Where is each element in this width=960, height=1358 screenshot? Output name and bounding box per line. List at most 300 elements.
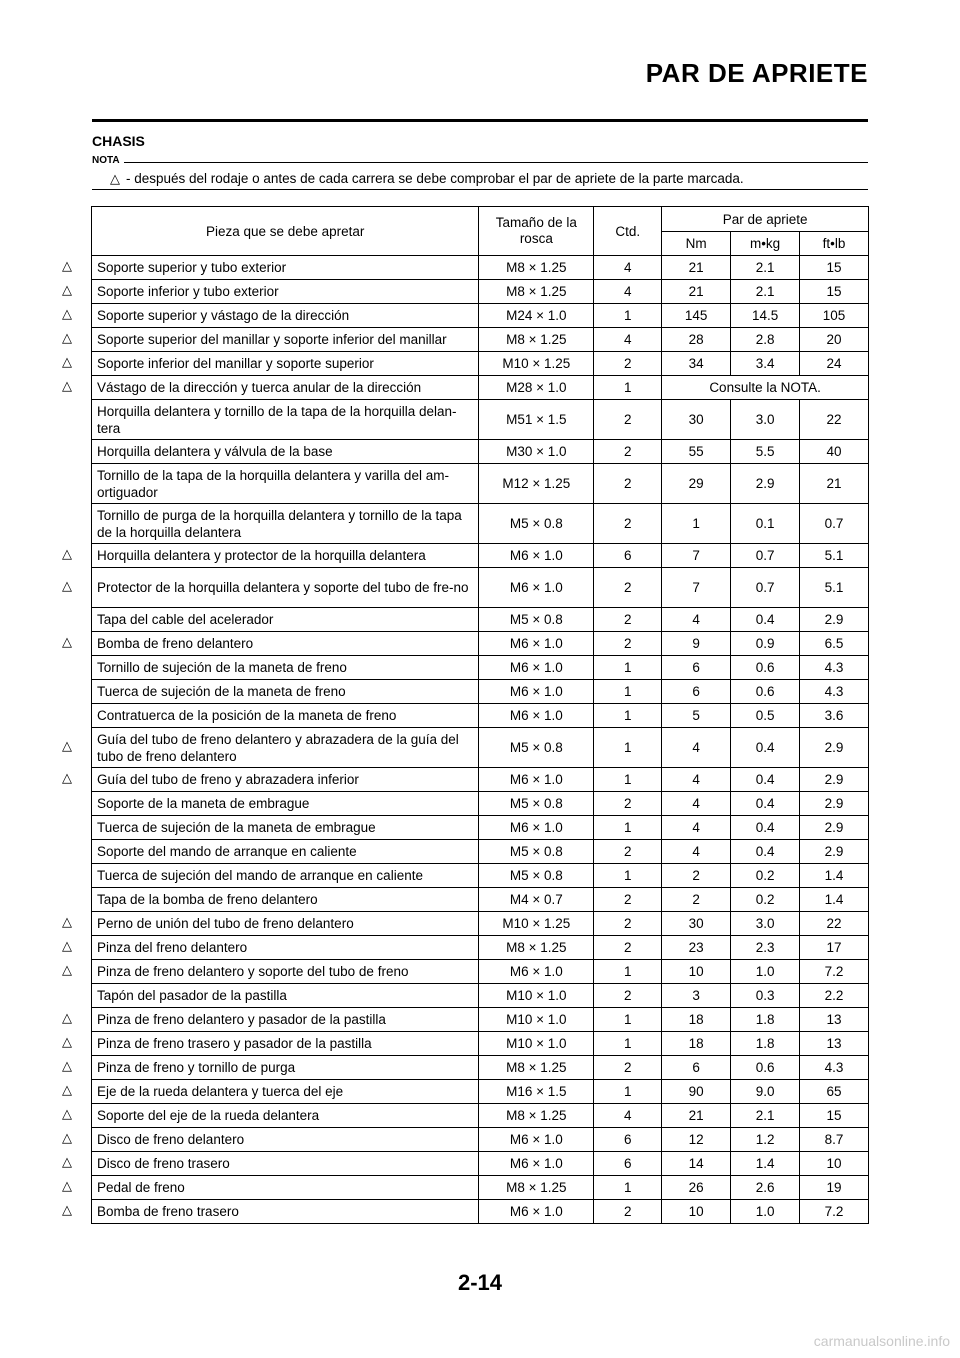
table-row [92, 768, 869, 792]
table-row [92, 504, 869, 544]
table-row [92, 888, 869, 912]
part-cell: Pinza de freno delantero y pasador de la pastilla [92, 1008, 479, 1032]
part-cell: Tapa de la bomba de freno delantero [92, 888, 479, 912]
table-row [92, 984, 869, 1008]
nm-cell: 4 [662, 816, 731, 840]
thread-cell: M6 × 1.0 [479, 568, 594, 608]
ftlb-cell: 17 [800, 936, 869, 960]
thread-cell: M5 × 0.8 [479, 792, 594, 816]
mkg-cell: 0.7 [731, 568, 800, 608]
mkg-cell: 2.1 [731, 280, 800, 304]
ftlb-cell: 7.2 [800, 1200, 869, 1224]
thread-cell: M4 × 0.7 [479, 888, 594, 912]
qty-cell: 2 [594, 912, 662, 936]
qty-cell: 4 [594, 1104, 662, 1128]
nota-label: NOTA [92, 155, 124, 166]
mkg-cell: 0.9 [731, 632, 800, 656]
nm-cell: 23 [662, 936, 731, 960]
triangle-mark-icon: △ [62, 914, 72, 929]
thread-cell: M6 × 1.0 [479, 1152, 594, 1176]
thread-cell: M24 × 1.0 [479, 304, 594, 328]
qty-cell: 1 [594, 704, 662, 728]
table-row [92, 1200, 869, 1224]
part-cell: Soporte de la maneta de embrague [92, 792, 479, 816]
table-row [92, 936, 869, 960]
ftlb-cell: 19 [800, 1176, 869, 1200]
table-row [92, 608, 869, 632]
nm-cell: 26 [662, 1176, 731, 1200]
table-row [92, 1104, 869, 1128]
qty-cell: 2 [594, 352, 662, 376]
triangle-mark-icon: △ [62, 1106, 72, 1121]
part-cell: Disco de freno delantero [92, 1128, 479, 1152]
triangle-mark-icon: △ [62, 1154, 72, 1169]
qty-cell: 2 [594, 792, 662, 816]
triangle-mark-icon: △ [62, 1034, 72, 1049]
table-row [92, 1008, 869, 1032]
qty-cell: 2 [594, 888, 662, 912]
nm-cell: 145 [662, 304, 731, 328]
torque-note-cell: Consulte la NOTA. [662, 376, 869, 400]
thread-cell: M6 × 1.0 [479, 704, 594, 728]
nm-cell: 2 [662, 888, 731, 912]
table-row [92, 1080, 869, 1104]
thread-cell: M8 × 1.25 [479, 1056, 594, 1080]
table-row [92, 680, 869, 704]
mkg-cell: 2.3 [731, 936, 800, 960]
ftlb-cell: 6.5 [800, 632, 869, 656]
table-row [92, 1128, 869, 1152]
ftlb-cell: 4.3 [800, 656, 869, 680]
table-row [92, 376, 869, 400]
thread-cell: M10 × 1.0 [479, 1008, 594, 1032]
mkg-cell: 0.6 [731, 1056, 800, 1080]
part-cell: Pinza de freno y tornillo de purga [92, 1056, 479, 1080]
mkg-cell: 0.6 [731, 656, 800, 680]
thread-cell: M6 × 1.0 [479, 768, 594, 792]
triangle-mark-icon: △ [62, 634, 72, 649]
ftlb-cell: 21 [800, 464, 869, 504]
ftlb-cell: 15 [800, 256, 869, 280]
table-row [92, 912, 869, 936]
triangle-mark-icon: △ [62, 282, 72, 297]
qty-cell: 2 [594, 568, 662, 608]
part-cell: Pinza del freno delantero [92, 936, 479, 960]
thread-cell: M10 × 1.25 [479, 912, 594, 936]
nm-cell: 1 [662, 504, 731, 544]
mkg-cell: 0.4 [731, 840, 800, 864]
watermark: carmanualsonline.info [813, 1333, 950, 1349]
part-cell: Tornillo de sujeción de la maneta de freno [92, 656, 479, 680]
ftlb-cell: 13 [800, 1008, 869, 1032]
mkg-cell: 2.1 [731, 256, 800, 280]
qty-cell: 2 [594, 632, 662, 656]
ftlb-cell: 2.9 [800, 728, 869, 768]
mkg-cell: 3.0 [731, 400, 800, 440]
table-row [92, 840, 869, 864]
part-cell: Vástago de la dirección y tuerca anular de la dirección [92, 376, 479, 400]
table-row [92, 792, 869, 816]
nm-cell: 5 [662, 704, 731, 728]
mkg-cell: 0.4 [731, 608, 800, 632]
mkg-cell: 0.3 [731, 984, 800, 1008]
table-row [92, 256, 869, 280]
mkg-cell: 0.4 [731, 792, 800, 816]
triangle-mark-icon: △ [62, 546, 72, 561]
thread-cell: M5 × 0.8 [479, 840, 594, 864]
part-cell: Guía del tubo de freno delantero y abrazadera de la guía del tubo de freno delantero [92, 728, 479, 768]
mkg-cell: 0.6 [731, 680, 800, 704]
header-part: Pieza que se debe apretar [92, 207, 479, 256]
nm-cell: 28 [662, 328, 731, 352]
ftlb-cell: 7.2 [800, 960, 869, 984]
part-cell: Soporte superior y tubo exterior [92, 256, 479, 280]
ftlb-cell: 4.3 [800, 680, 869, 704]
ftlb-cell: 10 [800, 1152, 869, 1176]
nm-cell: 6 [662, 656, 731, 680]
ftlb-cell: 1.4 [800, 888, 869, 912]
part-cell: Pinza de freno delantero y soporte del tubo de freno [92, 960, 479, 984]
qty-cell: 1 [594, 816, 662, 840]
part-cell: Tornillo de purga de la horquilla delantera y tornillo de la tapa de la horquilla delantera [92, 504, 479, 544]
triangle-mark-icon: △ [62, 938, 72, 953]
part-cell: Horquilla delantera y válvula de la base [92, 440, 479, 464]
torque-table [91, 206, 869, 1224]
part-cell: Soporte del eje de la rueda delantera [92, 1104, 479, 1128]
mkg-cell: 1.2 [731, 1128, 800, 1152]
section-title: CHASIS [92, 133, 145, 149]
table-row [92, 1152, 869, 1176]
thread-cell: M30 × 1.0 [479, 440, 594, 464]
table-row [92, 352, 869, 376]
ftlb-cell: 2.9 [800, 608, 869, 632]
part-cell: Tapa del cable del acelerador [92, 608, 479, 632]
table-row [92, 328, 869, 352]
part-cell: Soporte del mando de arranque en caliente [92, 840, 479, 864]
qty-cell: 2 [594, 608, 662, 632]
part-cell: Tornillo de la tapa de la horquilla delantera y varilla del am-ortiguador [92, 464, 479, 504]
qty-cell: 1 [594, 304, 662, 328]
qty-cell: 2 [594, 840, 662, 864]
table-row [92, 656, 869, 680]
qty-cell: 1 [594, 1008, 662, 1032]
thread-cell: M6 × 1.0 [479, 960, 594, 984]
qty-cell: 6 [594, 544, 662, 568]
header-mkg: m•kg [731, 232, 800, 256]
table-row [92, 632, 869, 656]
nm-cell: 18 [662, 1032, 731, 1056]
triangle-mark-icon: △ [62, 354, 72, 369]
part-cell: Tapón del pasador de la pastilla [92, 984, 479, 1008]
nm-cell: 4 [662, 768, 731, 792]
mkg-cell: 3.4 [731, 352, 800, 376]
triangle-mark-icon: △ [62, 1010, 72, 1025]
ftlb-cell: 0.7 [800, 504, 869, 544]
part-cell: Bomba de freno delantero [92, 632, 479, 656]
nm-cell: 14 [662, 1152, 731, 1176]
table-row [92, 544, 869, 568]
nm-cell: 7 [662, 544, 731, 568]
table-row [92, 304, 869, 328]
ftlb-cell: 22 [800, 400, 869, 440]
mkg-cell: 3.0 [731, 912, 800, 936]
qty-cell: 1 [594, 376, 662, 400]
nm-cell: 34 [662, 352, 731, 376]
triangle-mark-icon: △ [62, 1082, 72, 1097]
thread-cell: M8 × 1.25 [479, 280, 594, 304]
triangle-mark-icon: △ [110, 171, 120, 186]
thread-cell: M8 × 1.25 [479, 256, 594, 280]
triangle-mark-icon: △ [62, 258, 72, 273]
table-row [92, 728, 869, 768]
qty-cell: 2 [594, 1056, 662, 1080]
thread-cell: M5 × 0.8 [479, 864, 594, 888]
nm-cell: 21 [662, 1104, 731, 1128]
triangle-mark-icon: △ [62, 1202, 72, 1217]
nota-rule-bottom [92, 189, 868, 190]
triangle-mark-icon: △ [62, 578, 72, 593]
part-cell: Tuerca de sujeción de la maneta de embrague [92, 816, 479, 840]
ftlb-cell: 65 [800, 1080, 869, 1104]
page-title: PAR DE APRIETE [645, 58, 868, 88]
thread-cell: M6 × 1.0 [479, 680, 594, 704]
qty-cell: 2 [594, 504, 662, 544]
thread-cell: M6 × 1.0 [479, 656, 594, 680]
ftlb-cell: 8.7 [800, 1128, 869, 1152]
nm-cell: 9 [662, 632, 731, 656]
nm-cell: 4 [662, 608, 731, 632]
thread-cell: M10 × 1.25 [479, 352, 594, 376]
mkg-cell: 1.0 [731, 960, 800, 984]
ftlb-cell: 20 [800, 328, 869, 352]
nm-cell: 12 [662, 1128, 731, 1152]
nm-cell: 55 [662, 440, 731, 464]
nm-cell: 30 [662, 400, 731, 440]
ftlb-cell: 1.4 [800, 864, 869, 888]
part-cell: Disco de freno trasero [92, 1152, 479, 1176]
header-torque: Par de apriete [662, 207, 869, 232]
ftlb-cell: 24 [800, 352, 869, 376]
part-cell: Pedal de freno [92, 1176, 479, 1200]
nm-cell: 21 [662, 256, 731, 280]
ftlb-cell: 2.9 [800, 768, 869, 792]
qty-cell: 1 [594, 864, 662, 888]
triangle-mark-icon: △ [62, 1058, 72, 1073]
table-row [92, 960, 869, 984]
qty-cell: 6 [594, 1128, 662, 1152]
mkg-cell: 1.8 [731, 1008, 800, 1032]
mkg-cell: 2.1 [731, 1104, 800, 1128]
mkg-cell: 9.0 [731, 1080, 800, 1104]
qty-cell: 4 [594, 256, 662, 280]
part-cell: Tuerca de sujeción de la maneta de freno [92, 680, 479, 704]
qty-cell: 2 [594, 400, 662, 440]
table-row [92, 816, 869, 840]
title-rule [92, 119, 868, 122]
qty-cell: 2 [594, 984, 662, 1008]
part-cell: Horquilla delantera y protector de la horquilla delantera [92, 544, 479, 568]
part-cell: Soporte superior y vástago de la dirección [92, 304, 479, 328]
thread-cell: M6 × 1.0 [479, 632, 594, 656]
qty-cell: 2 [594, 464, 662, 504]
triangle-mark-icon: △ [62, 738, 72, 753]
table-row [92, 280, 869, 304]
ftlb-cell: 13 [800, 1032, 869, 1056]
ftlb-cell: 15 [800, 1104, 869, 1128]
thread-cell: M5 × 0.8 [479, 608, 594, 632]
qty-cell: 1 [594, 728, 662, 768]
table-row [92, 464, 869, 504]
table-row [92, 1032, 869, 1056]
ftlb-cell: 40 [800, 440, 869, 464]
qty-cell: 2 [594, 440, 662, 464]
nm-cell: 6 [662, 680, 731, 704]
header-thread: Tamaño de la rosca [479, 207, 594, 256]
ftlb-cell: 15 [800, 280, 869, 304]
mkg-cell: 0.5 [731, 704, 800, 728]
qty-cell: 1 [594, 1080, 662, 1104]
triangle-mark-icon: △ [62, 330, 72, 345]
part-cell: Soporte inferior y tubo exterior [92, 280, 479, 304]
nm-cell: 6 [662, 1056, 731, 1080]
mkg-cell: 2.6 [731, 1176, 800, 1200]
mkg-cell: 0.2 [731, 888, 800, 912]
mkg-cell: 0.4 [731, 728, 800, 768]
thread-cell: M10 × 1.0 [479, 1032, 594, 1056]
mkg-cell: 5.5 [731, 440, 800, 464]
triangle-mark-icon: △ [62, 378, 72, 393]
part-cell: Contratuerca de la posición de la maneta de freno [92, 704, 479, 728]
nota-rule-top [92, 162, 868, 163]
mkg-cell: 1.8 [731, 1032, 800, 1056]
nm-cell: 2 [662, 864, 731, 888]
thread-cell: M8 × 1.25 [479, 936, 594, 960]
qty-cell: 1 [594, 768, 662, 792]
nm-cell: 4 [662, 728, 731, 768]
nm-cell: 3 [662, 984, 731, 1008]
nm-cell: 10 [662, 1200, 731, 1224]
thread-cell: M8 × 1.25 [479, 328, 594, 352]
thread-cell: M6 × 1.0 [479, 544, 594, 568]
table-row [92, 704, 869, 728]
mkg-cell: 2.8 [731, 328, 800, 352]
qty-cell: 1 [594, 680, 662, 704]
ftlb-cell: 2.9 [800, 792, 869, 816]
qty-cell: 4 [594, 280, 662, 304]
thread-cell: M6 × 1.0 [479, 816, 594, 840]
thread-cell: M16 × 1.5 [479, 1080, 594, 1104]
part-cell: Tuerca de sujeción del mando de arranque en caliente [92, 864, 479, 888]
thread-cell: M5 × 0.8 [479, 728, 594, 768]
nm-cell: 7 [662, 568, 731, 608]
thread-cell: M10 × 1.0 [479, 984, 594, 1008]
table-row [92, 1176, 869, 1200]
thread-cell: M12 × 1.25 [479, 464, 594, 504]
nm-cell: 10 [662, 960, 731, 984]
thread-cell: M51 × 1.5 [479, 400, 594, 440]
part-cell: Eje de la rueda delantera y tuerca del eje [92, 1080, 479, 1104]
triangle-mark-icon: △ [62, 306, 72, 321]
ftlb-cell: 3.6 [800, 704, 869, 728]
part-cell: Soporte superior del manillar y soporte inferior del manillar [92, 328, 479, 352]
mkg-cell: 1.0 [731, 1200, 800, 1224]
qty-cell: 6 [594, 1152, 662, 1176]
nm-cell: 21 [662, 280, 731, 304]
header-qty: Ctd. [594, 207, 662, 256]
qty-cell: 2 [594, 1200, 662, 1224]
ftlb-cell: 22 [800, 912, 869, 936]
part-cell: Protector de la horquilla delantera y soporte del tubo de fre-no [92, 568, 479, 608]
qty-cell: 1 [594, 960, 662, 984]
mkg-cell: 0.1 [731, 504, 800, 544]
table-row [92, 440, 869, 464]
triangle-mark-icon: △ [62, 1178, 72, 1193]
nm-cell: 4 [662, 840, 731, 864]
part-cell: Horquilla delantera y tornillo de la tapa de la horquilla delan-tera [92, 400, 479, 440]
nm-cell: 29 [662, 464, 731, 504]
part-cell: Perno de unión del tubo de freno delantero [92, 912, 479, 936]
table-row [92, 400, 869, 440]
nota-body: - después del rodaje o antes de cada carrera se debe comprobar el par de apriete de la parte marcada. [126, 171, 744, 186]
triangle-mark-icon: △ [62, 1130, 72, 1145]
ftlb-cell: 4.3 [800, 1056, 869, 1080]
header-ftlb: ft•lb [800, 232, 869, 256]
qty-cell: 2 [594, 936, 662, 960]
thread-cell: M5 × 0.8 [479, 504, 594, 544]
part-cell: Bomba de freno trasero [92, 1200, 479, 1224]
nota-text [110, 171, 744, 187]
qty-cell: 1 [594, 656, 662, 680]
qty-cell: 1 [594, 1176, 662, 1200]
qty-cell: 1 [594, 1032, 662, 1056]
mkg-cell: 0.2 [731, 864, 800, 888]
qty-cell: 4 [594, 328, 662, 352]
ftlb-cell: 5.1 [800, 568, 869, 608]
ftlb-cell: 2.2 [800, 984, 869, 1008]
nm-cell: 90 [662, 1080, 731, 1104]
header-nm: Nm [662, 232, 731, 256]
thread-cell: M6 × 1.0 [479, 1128, 594, 1152]
part-cell: Guía del tubo de freno y abrazadera inferior [92, 768, 479, 792]
mkg-cell: 0.7 [731, 544, 800, 568]
triangle-mark-icon: △ [62, 770, 72, 785]
mkg-cell: 2.9 [731, 464, 800, 504]
ftlb-cell: 105 [800, 304, 869, 328]
torque-table-body [92, 256, 869, 1224]
mkg-cell: 0.4 [731, 816, 800, 840]
part-cell: Soporte inferior del manillar y soporte superior [92, 352, 479, 376]
table-row [92, 568, 869, 608]
triangle-mark-icon: △ [62, 962, 72, 977]
ftlb-cell: 2.9 [800, 816, 869, 840]
thread-cell: M8 × 1.25 [479, 1176, 594, 1200]
nm-cell: 30 [662, 912, 731, 936]
mkg-cell: 14.5 [731, 304, 800, 328]
nm-cell: 18 [662, 1008, 731, 1032]
mkg-cell: 1.4 [731, 1152, 800, 1176]
part-cell: Pinza de freno trasero y pasador de la pastilla [92, 1032, 479, 1056]
thread-cell: M8 × 1.25 [479, 1104, 594, 1128]
thread-cell: M28 × 1.0 [479, 376, 594, 400]
thread-cell: M6 × 1.0 [479, 1200, 594, 1224]
mkg-cell: 0.4 [731, 768, 800, 792]
table-row [92, 864, 869, 888]
page-number: 2-14 [457, 1270, 503, 1295]
ftlb-cell: 2.9 [800, 840, 869, 864]
ftlb-cell: 5.1 [800, 544, 869, 568]
table-row [92, 1056, 869, 1080]
nm-cell: 4 [662, 792, 731, 816]
